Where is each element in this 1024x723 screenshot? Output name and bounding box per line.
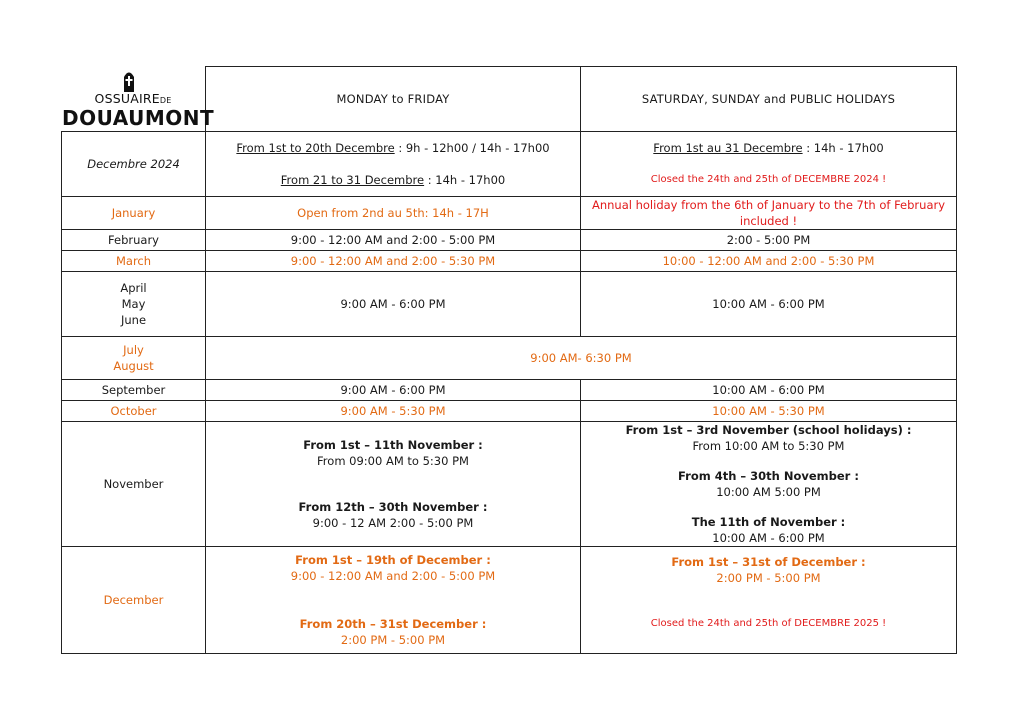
november-we1-hours: From 10:00 AM to 5:30 PM — [692, 439, 845, 453]
ossuary-tower-icon — [121, 68, 137, 92]
september-weekday-hours: 9:00 AM - 6:00 PM — [206, 380, 581, 401]
month-september: September — [62, 380, 206, 401]
dec2024-wd2-hours: : 14h - 17h00 — [424, 173, 506, 187]
summer-hours: 9:00 AM- 6:30 PM — [206, 337, 957, 380]
december-wd1-hours: 9:00 - 12:00 AM and 2:00 - 5:00 PM — [290, 569, 496, 583]
header-weekend: SATURDAY, SUNDAY and PUBLIC HOLIDAYS — [581, 67, 957, 132]
november-wd1-hours: From 09:00 AM to 5:30 PM — [317, 454, 469, 468]
dec2024-weekend-hours — [581, 132, 957, 197]
logo-line1: OSSUAIREDE — [94, 91, 172, 106]
month-august: August — [113, 359, 154, 373]
dec2024-wd1-range: From 1st to 20th Decembre — [236, 141, 395, 155]
logo-line2: DOUAUMONT — [62, 106, 215, 130]
header-weekday: MONDAY to FRIDAY — [206, 67, 581, 132]
march-weekday-hours: 9:00 - 12:00 AM and 2:00 - 5:30 PM — [206, 251, 581, 272]
month-july: July — [123, 343, 144, 357]
january-weekend-notice: Annual holiday from the 6th of January to the 7th of February included ! — [581, 197, 957, 230]
dec2024-closed-notice: Closed the 24th and 25th of DECEMBRE 2024 ! — [650, 174, 887, 185]
november-we2-hours: 10:00 AM 5:00 PM — [716, 485, 821, 499]
november-wd2-hours: 9:00 - 12 AM 2:00 - 5:00 PM — [312, 516, 474, 530]
month-march: March — [62, 251, 206, 272]
november-we1-range: From 1st – 3rd November (school holidays) : — [625, 423, 912, 437]
november-weekday-hours — [206, 422, 581, 547]
month-november: November — [62, 422, 206, 547]
december-closed-notice: Closed the 24th and 25th of DECEMBRE 2025 ! — [650, 618, 887, 629]
month-january: January — [62, 197, 206, 230]
february-weekday-hours: 9:00 - 12:00 AM and 2:00 - 5:00 PM — [206, 230, 581, 251]
december-weekend-hours — [581, 547, 957, 654]
opening-hours-table — [61, 66, 957, 654]
november-wd1-range: From 1st – 11th November : — [303, 438, 483, 452]
september-weekend-hours: 10:00 AM - 6:00 PM — [581, 380, 957, 401]
month-february: February — [62, 230, 206, 251]
months-spring — [62, 272, 206, 337]
dec2024-we1-range: From 1st au 31 Decembre — [653, 141, 803, 155]
month-december: December — [62, 547, 206, 654]
october-weekday-hours: 9:00 AM - 5:30 PM — [206, 401, 581, 422]
douaumont-logo — [62, 66, 215, 130]
december-weekday-hours — [206, 547, 581, 654]
november-weekend-hours — [581, 422, 957, 547]
dec2024-wd1-hours: : 9h - 12h00 / 14h - 17h00 — [394, 141, 550, 155]
november-we3-range: The 11th of November : — [691, 515, 846, 529]
march-weekend-hours: 10:00 - 12:00 AM and 2:00 - 5:30 PM — [581, 251, 957, 272]
december-wd2-range: From 20th – 31st December : — [299, 617, 487, 631]
november-we3-hours: 10:00 AM - 6:00 PM — [712, 531, 825, 545]
month-may: May — [121, 297, 146, 311]
december-we1-range: From 1st – 31st of December : — [671, 555, 866, 569]
dec2024-weekday-hours — [206, 132, 581, 197]
month-december-2024: Decembre 2024 — [62, 132, 206, 197]
spring-weekend-hours: 10:00 AM - 6:00 PM — [581, 272, 957, 337]
months-summer — [62, 337, 206, 380]
january-weekday-hours: Open from 2nd au 5th: 14h - 17H — [206, 197, 581, 230]
spring-weekday-hours: 9:00 AM - 6:00 PM — [206, 272, 581, 337]
december-wd2-hours: 2:00 PM - 5:00 PM — [340, 633, 446, 647]
december-we1-hours: 2:00 PM - 5:00 PM — [716, 571, 821, 585]
dec2024-wd2-range: From 21 to 31 Decembre — [280, 173, 425, 187]
december-wd1-range: From 1st – 19th of December : — [295, 553, 491, 567]
month-april: April — [120, 281, 147, 295]
november-wd2-range: From 12th – 30th November : — [298, 500, 488, 514]
month-october: October — [62, 401, 206, 422]
month-june: June — [120, 313, 147, 327]
october-weekend-hours: 10:00 AM - 5:30 PM — [581, 401, 957, 422]
dec2024-we1-hours: : 14h - 17h00 — [802, 141, 884, 155]
february-weekend-hours: 2:00 - 5:00 PM — [581, 230, 957, 251]
november-we2-range: From 4th – 30th November : — [678, 469, 859, 483]
